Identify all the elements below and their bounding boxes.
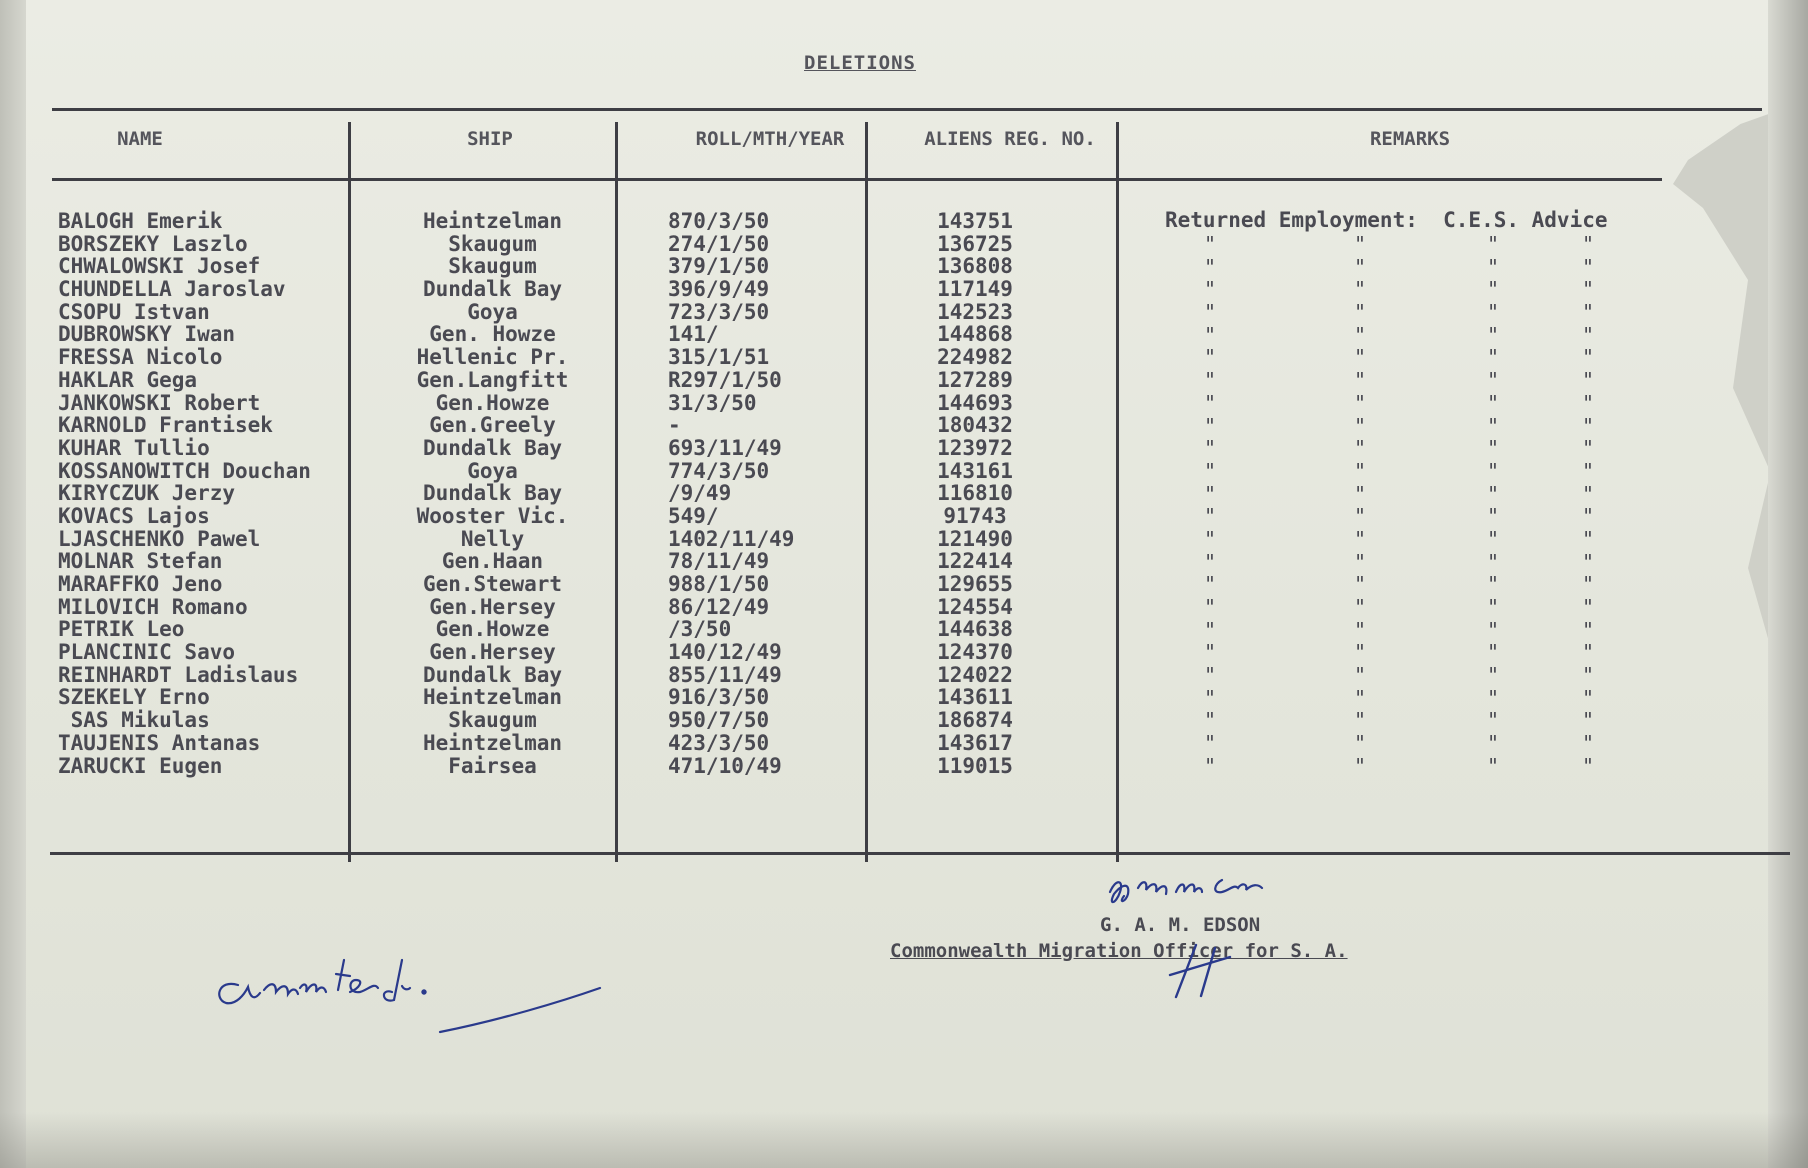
row-reg: 91743 bbox=[943, 503, 1007, 528]
ditto-mark: " bbox=[1353, 277, 1367, 302]
row-roll: 471/10/49 bbox=[668, 753, 782, 778]
ditto-mark: " bbox=[1486, 254, 1500, 279]
row-roll: 723/3/50 bbox=[668, 299, 770, 324]
row-name: KUHAR Tullio bbox=[58, 435, 210, 460]
row-name: BORSZEKY Laszlo bbox=[58, 231, 248, 256]
ditto-mark: " bbox=[1203, 526, 1217, 551]
row-roll: 988/1/50 bbox=[668, 572, 770, 596]
ditto-mark: " bbox=[1486, 572, 1500, 597]
row-reg: 142523 bbox=[937, 299, 1013, 324]
ditto-mark: " bbox=[1486, 753, 1500, 778]
ditto-mark: " bbox=[1203, 753, 1217, 778]
row-roll: 1402/11/49 bbox=[668, 526, 795, 551]
ditto-mark: " bbox=[1203, 368, 1217, 393]
row-name: KOSSANOWITCH Douchan bbox=[58, 458, 311, 483]
ditto-mark: " bbox=[1486, 731, 1500, 756]
ditto-mark: " bbox=[1581, 753, 1595, 778]
row-ship: Goya bbox=[467, 458, 518, 483]
ditto-mark: " bbox=[1581, 526, 1595, 551]
row-reg: 124370 bbox=[937, 640, 1013, 665]
row-reg: 119015 bbox=[937, 753, 1013, 778]
row-roll: 140/12/49 bbox=[668, 640, 782, 665]
row-name: SAS Mikulas bbox=[58, 708, 210, 733]
ditto-mark: " bbox=[1203, 572, 1217, 597]
ditto-mark: " bbox=[1203, 640, 1217, 665]
ditto-mark: " bbox=[1203, 277, 1217, 302]
row-reg: 127289 bbox=[937, 367, 1013, 392]
ditto-mark: " bbox=[1203, 390, 1217, 415]
header-reg: ALIENS REG. NO. bbox=[924, 128, 1096, 150]
ditto-mark: " bbox=[1353, 481, 1367, 506]
row-name: CHUNDELLA Jaroslav bbox=[58, 277, 286, 302]
row-roll: 916/3/50 bbox=[668, 685, 770, 710]
ditto-mark: " bbox=[1203, 300, 1217, 325]
ditto-mark: " bbox=[1581, 663, 1595, 688]
row-ship: Wooster Vic. bbox=[416, 503, 569, 528]
ditto-mark: " bbox=[1203, 436, 1217, 461]
row-roll: 141/ bbox=[668, 322, 719, 347]
row-ship: Heintzelman bbox=[422, 730, 563, 755]
row-ship: Dundalk Bay bbox=[422, 481, 563, 506]
ditto-mark: " bbox=[1353, 731, 1367, 756]
ditto-mark: " bbox=[1581, 685, 1595, 710]
row-roll: 549/ bbox=[668, 503, 719, 528]
row-name: MARAFFKO Jeno bbox=[58, 572, 223, 596]
ditto-mark: " bbox=[1353, 368, 1367, 393]
row-name: SZEKELY Erno bbox=[58, 685, 210, 710]
ditto-mark: " bbox=[1581, 232, 1595, 256]
row-roll: /3/50 bbox=[668, 617, 732, 642]
row-ship: Gen. Howze bbox=[429, 322, 556, 347]
ditto-mark: " bbox=[1486, 617, 1500, 642]
ditto-mark: " bbox=[1353, 663, 1367, 688]
remarks-first-entry: Returned Employment: C.E.S. Advice bbox=[1165, 208, 1608, 232]
row-reg: 116810 bbox=[937, 481, 1013, 506]
ditto-mark: " bbox=[1203, 663, 1217, 688]
ditto-mark: " bbox=[1581, 277, 1595, 302]
ditto-mark: " bbox=[1581, 481, 1595, 506]
ditto-mark: " bbox=[1353, 413, 1367, 438]
ditto-mark: " bbox=[1581, 549, 1595, 574]
row-roll: - bbox=[668, 413, 681, 438]
ditto-mark: " bbox=[1581, 345, 1595, 370]
ditto-mark: " bbox=[1203, 413, 1217, 438]
row-name: LJASCHENKO Pawel bbox=[58, 526, 261, 551]
row-roll: 78/11/49 bbox=[668, 549, 770, 574]
ditto-mark: " bbox=[1353, 300, 1367, 325]
row-reg: 117149 bbox=[937, 277, 1013, 302]
row-name: CHWALOWSKI Josef bbox=[58, 254, 261, 279]
row-name: FRESSA Nicolo bbox=[58, 345, 223, 370]
ditto-mark: " bbox=[1203, 549, 1217, 574]
row-reg: 224982 bbox=[937, 345, 1013, 370]
row-ship: Gen.Hersey bbox=[429, 640, 556, 665]
row-name: REINHARDT Ladislaus bbox=[58, 662, 299, 687]
row-roll: 693/11/49 bbox=[668, 435, 782, 460]
ditto-mark: " bbox=[1581, 254, 1595, 279]
ditto-mark: " bbox=[1353, 617, 1367, 642]
ditto-mark: " bbox=[1203, 504, 1217, 529]
ditto-mark: " bbox=[1486, 322, 1500, 347]
ditto-mark: " bbox=[1203, 254, 1217, 279]
row-reg: 121490 bbox=[937, 526, 1013, 551]
ditto-mark: " bbox=[1486, 663, 1500, 688]
ditto-mark: " bbox=[1203, 685, 1217, 710]
row-reg: 123972 bbox=[937, 435, 1013, 460]
signatory-name: G. A. M. EDSON bbox=[1100, 914, 1261, 936]
ditto-mark: " bbox=[1581, 368, 1595, 393]
row-ship: Goya bbox=[467, 299, 518, 324]
ditto-mark: " bbox=[1353, 549, 1367, 574]
ditto-mark: " bbox=[1581, 617, 1595, 642]
ditto-mark: " bbox=[1353, 753, 1367, 778]
ditto-mark: " bbox=[1486, 436, 1500, 461]
ditto-mark: " bbox=[1203, 708, 1217, 733]
row-name: DUBROWSKY Iwan bbox=[58, 322, 236, 347]
row-ship: Heintzelman bbox=[422, 209, 563, 233]
ditto-mark: " bbox=[1203, 481, 1217, 506]
row-ship: Gen.Hersey bbox=[429, 594, 556, 619]
row-name: PETRIK Leo bbox=[58, 617, 185, 642]
row-name: BALOGH Emerik bbox=[58, 209, 223, 233]
row-ship: Dundalk Bay bbox=[422, 435, 563, 460]
ditto-mark: " bbox=[1203, 731, 1217, 756]
ditto-mark: " bbox=[1203, 232, 1217, 256]
header-ship: SHIP bbox=[467, 128, 513, 150]
row-roll: 774/3/50 bbox=[668, 458, 770, 483]
row-reg: 129655 bbox=[937, 572, 1013, 596]
ditto-mark: " bbox=[1353, 685, 1367, 710]
ditto-mark: " bbox=[1203, 322, 1217, 347]
ditto-mark: " bbox=[1486, 481, 1500, 506]
ditto-mark: " bbox=[1203, 458, 1217, 483]
row-reg: 180432 bbox=[937, 413, 1013, 438]
row-roll: 86/12/49 bbox=[668, 594, 770, 619]
row-reg: 186874 bbox=[937, 708, 1013, 733]
ditto-mark: " bbox=[1486, 640, 1500, 665]
row-reg: 124554 bbox=[937, 594, 1013, 619]
ditto-mark: " bbox=[1581, 708, 1595, 733]
row-name: PLANCINIC Savo bbox=[58, 640, 236, 665]
ditto-mark: " bbox=[1486, 345, 1500, 370]
row-roll: 274/1/50 bbox=[668, 231, 770, 256]
row-name: KARNOLD Frantisek bbox=[58, 413, 273, 438]
ditto-mark: " bbox=[1581, 458, 1595, 483]
ditto-mark: " bbox=[1353, 504, 1367, 529]
handwritten-assisted bbox=[219, 960, 600, 1032]
ditto-mark: " bbox=[1353, 232, 1367, 256]
row-reg: 124022 bbox=[937, 662, 1013, 687]
row-ship: Hellenic Pr. bbox=[416, 345, 569, 370]
ditto-mark: " bbox=[1581, 413, 1595, 438]
ditto-mark: " bbox=[1486, 526, 1500, 551]
ditto-mark: " bbox=[1581, 595, 1595, 619]
row-ship: Skaugum bbox=[448, 231, 537, 256]
ditto-mark: " bbox=[1486, 300, 1500, 325]
row-reg: 144868 bbox=[937, 322, 1013, 347]
row-ship: Heintzelman bbox=[422, 685, 563, 710]
row-roll: 315/1/51 bbox=[668, 345, 770, 370]
row-ship: Gen.Stewart bbox=[422, 572, 563, 596]
row-reg: 143617 bbox=[937, 730, 1013, 755]
ditto-mark: " bbox=[1581, 572, 1595, 597]
ditto-mark: " bbox=[1203, 617, 1217, 642]
ditto-mark: " bbox=[1353, 254, 1367, 279]
row-roll: 31/3/50 bbox=[668, 390, 757, 415]
row-name: MILOVICH Romano bbox=[58, 594, 248, 619]
row-roll: 423/3/50 bbox=[668, 730, 770, 755]
ditto-mark: " bbox=[1486, 277, 1500, 302]
row-ship: Gen.Langfitt bbox=[416, 367, 569, 392]
row-roll: R297/1/50 bbox=[668, 367, 782, 392]
header-remarks: REMARKS bbox=[1369, 128, 1451, 150]
row-reg: 136808 bbox=[937, 254, 1013, 279]
ditto-mark: " bbox=[1353, 322, 1367, 347]
ditto-mark: " bbox=[1486, 549, 1500, 574]
row-name: ZARUCKI Eugen bbox=[58, 753, 223, 778]
ditto-mark: " bbox=[1203, 595, 1217, 619]
row-name: CSOPU Istvan bbox=[58, 299, 210, 324]
row-ship: Skaugum bbox=[448, 254, 537, 279]
ditto-mark: " bbox=[1486, 390, 1500, 415]
ditto-mark: " bbox=[1486, 504, 1500, 529]
ditto-mark: " bbox=[1581, 322, 1595, 347]
ditto-mark: " bbox=[1353, 526, 1367, 551]
ditto-mark: " bbox=[1353, 345, 1367, 370]
row-reg: 143611 bbox=[937, 685, 1013, 710]
ditto-mark: " bbox=[1486, 708, 1500, 733]
ditto-mark: " bbox=[1581, 731, 1595, 756]
ditto-mark: " bbox=[1353, 436, 1367, 461]
row-roll: 950/7/50 bbox=[668, 708, 770, 733]
row-ship: Dundalk Bay bbox=[422, 277, 563, 302]
ditto-mark: " bbox=[1203, 345, 1217, 370]
row-name: TAUJENIS Antanas bbox=[58, 730, 261, 755]
row-reg: 144693 bbox=[937, 390, 1013, 415]
row-reg: 143751 bbox=[937, 209, 1013, 233]
row-roll: 396/9/49 bbox=[668, 277, 770, 302]
ditto-mark: " bbox=[1353, 640, 1367, 665]
ditto-mark: " bbox=[1486, 685, 1500, 710]
ditto-mark: " bbox=[1581, 436, 1595, 461]
row-roll: 855/11/49 bbox=[668, 662, 782, 687]
row-reg: 144638 bbox=[937, 617, 1013, 642]
ditto-mark: " bbox=[1581, 640, 1595, 665]
row-ship: Skaugum bbox=[448, 708, 537, 733]
row-ship: Gen.Greely bbox=[429, 413, 556, 438]
row-reg: 122414 bbox=[937, 549, 1013, 574]
ditto-mark: " bbox=[1486, 595, 1500, 619]
ditto-mark: " bbox=[1581, 390, 1595, 415]
row-name: KIRYCZUK Jerzy bbox=[58, 481, 236, 506]
row-name: JANKOWSKI Robert bbox=[58, 390, 261, 415]
header-name: NAME bbox=[117, 128, 163, 150]
row-roll: 379/1/50 bbox=[668, 254, 770, 279]
row-name: KOVACS Lajos bbox=[58, 503, 210, 528]
ditto-mark: " bbox=[1486, 368, 1500, 393]
row-name: HAKLAR Gega bbox=[58, 367, 198, 392]
row-ship: Gen.Haan bbox=[441, 549, 544, 574]
header-roll: ROLL/MTH/YEAR bbox=[695, 128, 845, 150]
row-name: MOLNAR Stefan bbox=[58, 549, 223, 574]
row-reg: 136725 bbox=[937, 231, 1013, 256]
ditto-mark: " bbox=[1581, 300, 1595, 325]
ditto-mark: " bbox=[1353, 390, 1367, 415]
ditto-mark: " bbox=[1486, 232, 1500, 256]
handwritten-initial bbox=[1170, 945, 1230, 997]
row-ship: Gen.Howze bbox=[435, 617, 550, 642]
ditto-mark: " bbox=[1353, 458, 1367, 483]
ditto-mark: " bbox=[1353, 708, 1367, 733]
row-roll: 870/3/50 bbox=[668, 209, 770, 233]
ditto-mark: " bbox=[1581, 504, 1595, 529]
row-ship: Gen.Howze bbox=[435, 390, 550, 415]
ditto-mark: " bbox=[1486, 413, 1500, 438]
handwritten-signature bbox=[1110, 880, 1262, 902]
signatory-title: Commonwealth Migration Officer for S. A. bbox=[890, 940, 1348, 962]
row-reg: 143161 bbox=[937, 458, 1013, 483]
ditto-mark: " bbox=[1353, 595, 1367, 619]
row-roll: /9/49 bbox=[668, 481, 732, 506]
row-ship: Dundalk Bay bbox=[422, 662, 563, 687]
row-ship: Fairsea bbox=[448, 753, 537, 778]
document-title: DELETIONS bbox=[804, 52, 916, 74]
row-ship: Nelly bbox=[460, 526, 525, 551]
ditto-mark: " bbox=[1486, 458, 1500, 483]
ditto-mark: " bbox=[1353, 572, 1367, 597]
